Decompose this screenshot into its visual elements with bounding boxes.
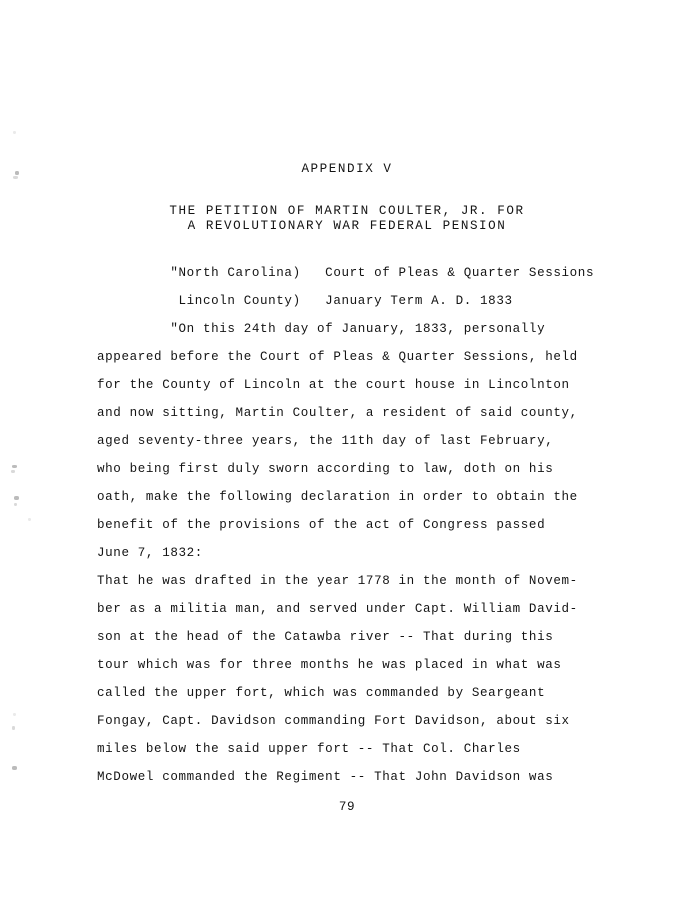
scan-speckle (14, 503, 17, 506)
scan-speckle (11, 470, 15, 473)
title-line: THE PETITION OF MARTIN COULTER, JR. FOR (169, 204, 525, 218)
body-line: Lincoln County) January Term A. D. 1833 (97, 294, 513, 308)
scan-speckle (13, 713, 16, 716)
scan-speckle (13, 131, 16, 134)
body-line: son at the head of the Catawba river -- That during this (97, 630, 554, 644)
scan-speckle (12, 465, 17, 468)
body-line: McDowel commanded the Regiment -- That John Davidson was (97, 770, 554, 784)
body-line: "North Carolina) Court of Pleas & Quarter Sessions (97, 266, 595, 280)
appendix-heading: APPENDIX V (301, 162, 393, 176)
body-line: called the upper fort, which was commanded by Seargeant (97, 686, 546, 700)
scan-speckle (12, 766, 17, 770)
body-line: Fongay, Capt. Davidson commanding Fort Davidson, about six (97, 714, 570, 728)
body-line: tour which was for three months he was placed in what was (97, 658, 562, 672)
body-line: oath, make the following declaration in order to obtain the (97, 490, 578, 504)
scan-speckle (28, 518, 31, 521)
document-title (0, 204, 694, 234)
body-line: who being first duly sworn according to law, doth on his (97, 462, 554, 476)
scan-speckle (14, 496, 19, 500)
body-text (97, 259, 617, 791)
body-line: and now sitting, Martin Coulter, a resident of said county, (97, 406, 578, 420)
title-line: A REVOLUTIONARY WAR FEDERAL PENSION (187, 219, 507, 233)
body-line: aged seventy-three years, the 11th day of last February, (97, 434, 554, 448)
body-line: for the County of Lincoln at the court house in Lincolnton (97, 378, 570, 392)
body-line: ber as a militia man, and served under Capt. William David- (97, 602, 578, 616)
body-line: June 7, 1832: (97, 546, 203, 560)
body-line: appeared before the Court of Pleas & Quarter Sessions, held (97, 350, 578, 364)
body-line: That he was drafted in the year 1778 in the month of Novem- (97, 574, 578, 588)
body-line: "On this 24th day of January, 1833, personally (97, 322, 546, 336)
scan-speckle (13, 176, 18, 179)
page-number: 79 (338, 800, 356, 814)
body-line: miles below the said upper fort -- That Col. Charles (97, 742, 521, 756)
scan-speckle (12, 726, 15, 730)
body-line: benefit of the provisions of the act of Congress passed (97, 518, 546, 532)
